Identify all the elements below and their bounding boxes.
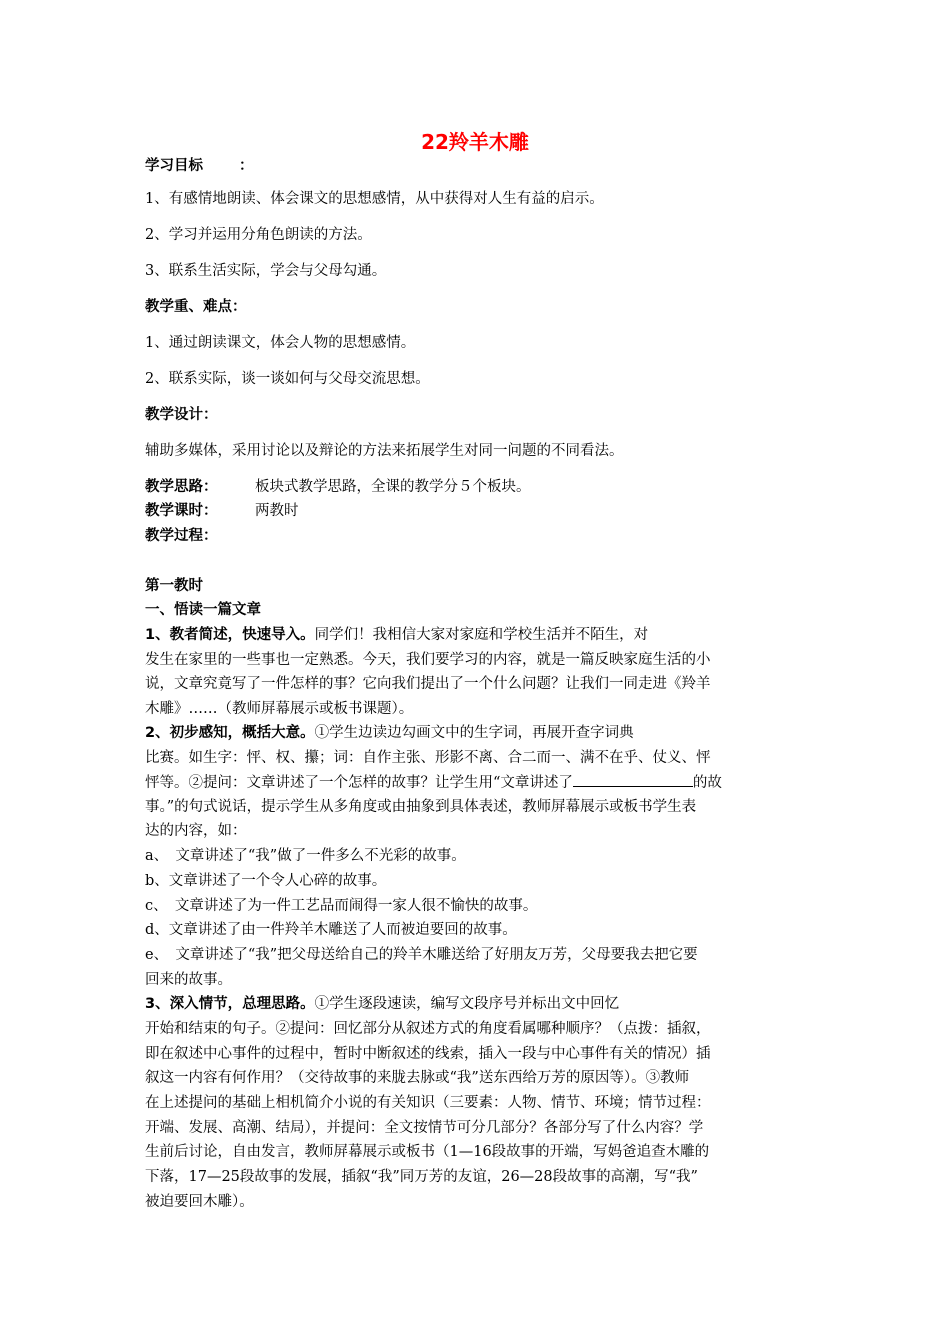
paragraph-text: 怦等。②提问：文章讲述了一个怎样的故事？让学生用“文章讲述了 — [145, 775, 573, 791]
paragraph-line: 即在叙述中心事件的过程中，暂时中断叙述的线索，插入一段与中心事件有关的情况）插 — [145, 1046, 711, 1062]
step3-heading: 3、深入情节，总理思路。 — [145, 996, 315, 1012]
document-title: 22羚羊木雕 — [421, 130, 529, 154]
paragraph-line: 叙这一内容有何作用？（交待故事的来胧去脉或“我”送东西给万芳的原因等）。③教师 — [145, 1070, 690, 1086]
keypoint-item: 1、通过朗读课文，体会人物的思想感情。 — [145, 335, 416, 351]
approach-label: 教学思路： — [145, 479, 218, 495]
hours-row — [145, 502, 299, 520]
goal-item: 3、联系生活实际，学会与父母勾通。 — [145, 263, 387, 279]
step3-first-line — [145, 995, 619, 1013]
design-heading: 教学设计： — [145, 407, 218, 423]
paragraph-line: 下落，17—25段故事的发展，插叙“我”同万芳的友谊，26—28段故事的高潮，写“我” — [145, 1169, 698, 1185]
goal-item: 2、学习并运用分角色朗读的方法。 — [145, 227, 372, 243]
list-item: c、 文章讲述了为一件工艺品而闹得一家人很不愉快的故事。 — [145, 898, 538, 914]
hours-label: 教学课时： — [145, 503, 218, 519]
goals-heading-text: 学习目标 — [145, 158, 203, 174]
step1-heading: 1、教者简述，快速导入。 — [145, 627, 315, 643]
approach-value: 板块式教学思路，全课的教学分５个板块。 — [255, 479, 531, 495]
list-item: a、 文章讲述了“我”做了一件多么不光彩的故事。 — [145, 848, 466, 864]
paragraph-line: 在上述提问的基础上相机简介小说的有关知识（三要素：人物、情节、环境；情节过程： — [145, 1095, 711, 1111]
step2-heading: 2、初步感知，概括大意。 — [145, 725, 315, 741]
step3-text: ①学生逐段速读，编写文段序号并标出文中回忆 — [314, 996, 620, 1012]
paragraph-text: 的故 — [692, 775, 722, 791]
goals-heading-colon: ： — [239, 158, 254, 174]
fill-in-blank — [573, 773, 693, 787]
keypoints-heading: 教学重、难点： — [145, 299, 247, 315]
list-item: e、 文章讲述了“我”把父母送给自己的羚羊木雕送给了好朋友万芳，父母要我去把它要 — [145, 947, 698, 963]
list-item: d、文章讲述了由一件羚羊木雕送了人而被迫要回的故事。 — [145, 922, 517, 938]
paragraph-line: 被迫要回木雕）。 — [145, 1194, 254, 1210]
paragraph-line: 回来的故事。 — [145, 972, 232, 988]
paragraph-line: 说，文章究竟写了一件怎样的事？它向我们提出了一个什么问题？让我们一同走进《羚羊 — [145, 676, 711, 692]
keypoint-item: 2、联系实际，谈一谈如何与父母交流思想。 — [145, 371, 430, 387]
hours-value: 两教时 — [255, 503, 299, 519]
design-text: 辅助多媒体，采用讨论以及辩论的方法来拓展学生对同一问题的不同看法。 — [145, 443, 624, 459]
paragraph-line: 发生在家里的一些事也一定熟悉。今天，我们要学习的内容，就是一篇反映家庭生活的小 — [145, 652, 711, 668]
paragraph-line: 生前后讨论，自由发言，教师屏幕展示或板书（1—16段故事的开端，写妈爸追查木雕的 — [145, 1144, 710, 1160]
paragraph-line: 木雕》……（教师屏幕展示或板书课题）。 — [145, 701, 414, 717]
paragraph-line: 达的内容，如： — [145, 823, 247, 839]
list-item: b、文章讲述了一个令人心碎的故事。 — [145, 873, 387, 889]
period-heading: 第一教时 — [145, 578, 203, 594]
step1-text: 同学们！我相信大家对家庭和学校生活并不陌生，对 — [314, 627, 649, 643]
goals-heading — [145, 157, 254, 175]
step2-first-line — [145, 724, 634, 742]
paragraph-line: 开端、发展、高潮、结局），并提问：全文按情节可分几部分？各部分写了什么内容？学 — [145, 1120, 704, 1136]
approach-row — [145, 478, 531, 496]
step2-text: ①学生边读边勾画文中的生字词，再展开查字词典 — [314, 725, 634, 741]
process-heading: 教学过程： — [145, 528, 218, 544]
paragraph-line: 比赛。如生字：怦、权、攥；词：自作主张、形影不离、合二而一、满不在乎、仗义、怦 — [145, 750, 711, 766]
section-heading: 一、悟读一篇文章 — [145, 602, 261, 618]
goal-item: 1、有感情地朗读、体会课文的思想感情，从中获得对人生有益的启示。 — [145, 191, 604, 207]
paragraph-line: 事。”的句式说话，提示学生从多角度或由抽象到具体表述，教师屏幕展示或板书学生表 — [145, 799, 697, 815]
step1-first-line — [145, 626, 648, 644]
paragraph-line-with-blank — [145, 773, 722, 792]
paragraph-line: 开始和结束的句子。②提问：回忆部分从叙述方式的角度看属哪种顺序？（点拨：插叙， — [145, 1021, 711, 1037]
